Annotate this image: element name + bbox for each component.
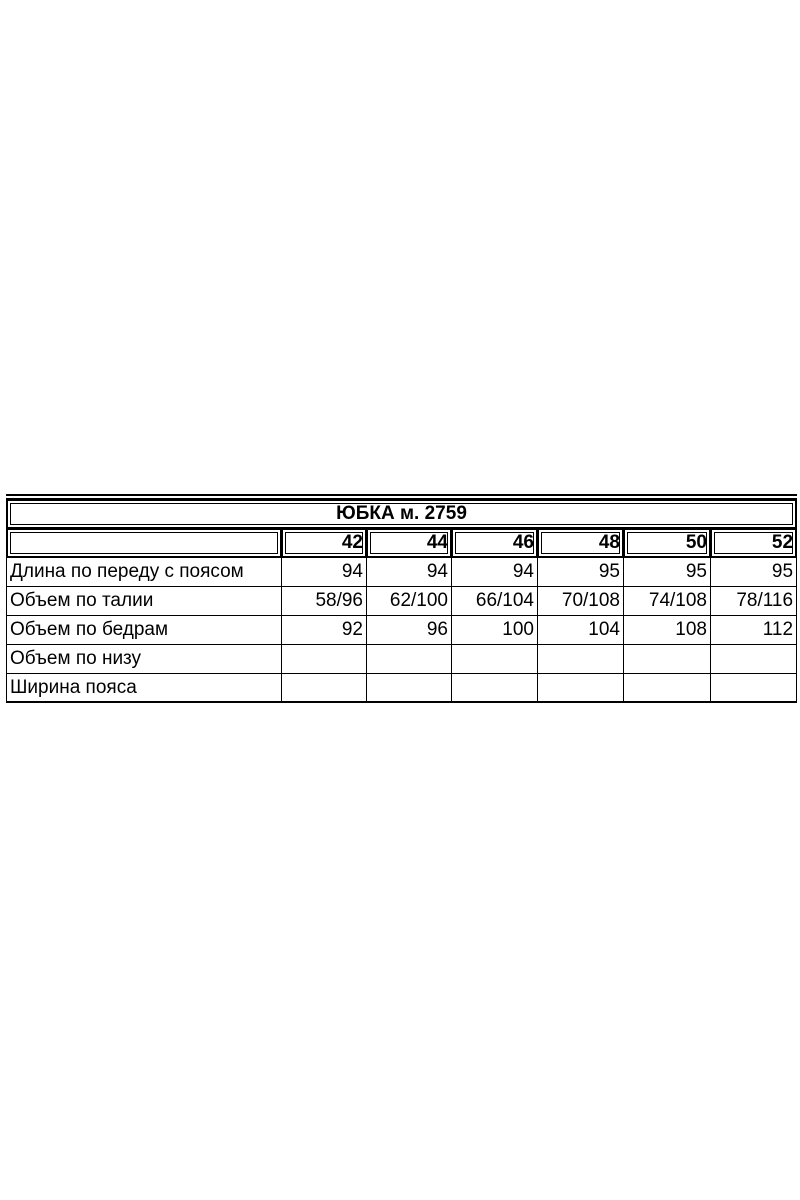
size-header-cell: 44 [367, 529, 452, 558]
size-header-cell: 50 [624, 529, 711, 558]
table-cell [624, 674, 711, 703]
table-cell [452, 674, 538, 703]
size-chart-sheet [6, 494, 797, 706]
row-label: Ширина пояса [6, 674, 282, 703]
table-cell [538, 645, 624, 674]
table-row [6, 587, 797, 616]
header-corner-cell [6, 529, 282, 558]
table-row [6, 616, 797, 645]
table-cell: 74/108 [624, 587, 711, 616]
table-cell: 112 [711, 616, 797, 645]
table-cell: 95 [711, 558, 797, 587]
size-header-cell: 52 [711, 529, 797, 558]
table-row [6, 674, 797, 703]
table-cell [282, 674, 367, 703]
table-cell: 92 [282, 616, 367, 645]
table-cell [711, 674, 797, 703]
table-cell: 96 [367, 616, 452, 645]
table-cell: 94 [282, 558, 367, 587]
bottom-divider [6, 701, 797, 703]
row-label: Объем по низу [6, 645, 282, 674]
size-header-cell: 42 [282, 529, 367, 558]
table-cell: 104 [538, 616, 624, 645]
table-cell: 70/108 [538, 587, 624, 616]
row-label: Объем по талии [6, 587, 282, 616]
table-cell: 100 [452, 616, 538, 645]
table-cell [624, 645, 711, 674]
title-row [6, 498, 797, 529]
table-cell [367, 645, 452, 674]
table-cell: 108 [624, 616, 711, 645]
table-cell [367, 674, 452, 703]
size-table [6, 498, 797, 703]
table-title: ЮБКА м. 2759 [6, 498, 797, 529]
table-cell: 66/104 [452, 587, 538, 616]
table-cell [538, 674, 624, 703]
top-divider [6, 494, 797, 496]
table-cell: 94 [452, 558, 538, 587]
table-row [6, 645, 797, 674]
table-cell [711, 645, 797, 674]
table-cell: 78/116 [711, 587, 797, 616]
table-cell: 62/100 [367, 587, 452, 616]
table-cell: 95 [538, 558, 624, 587]
size-header-cell: 46 [452, 529, 538, 558]
size-header-cell: 48 [538, 529, 624, 558]
table-cell [282, 645, 367, 674]
row-label: Длина по переду с поясом [6, 558, 282, 587]
table-cell: 95 [624, 558, 711, 587]
table-cell: 58/96 [282, 587, 367, 616]
row-label: Объем по бедрам [6, 616, 282, 645]
table-cell: 94 [367, 558, 452, 587]
table-cell [452, 645, 538, 674]
size-header-row [6, 529, 797, 558]
table-row [6, 558, 797, 587]
